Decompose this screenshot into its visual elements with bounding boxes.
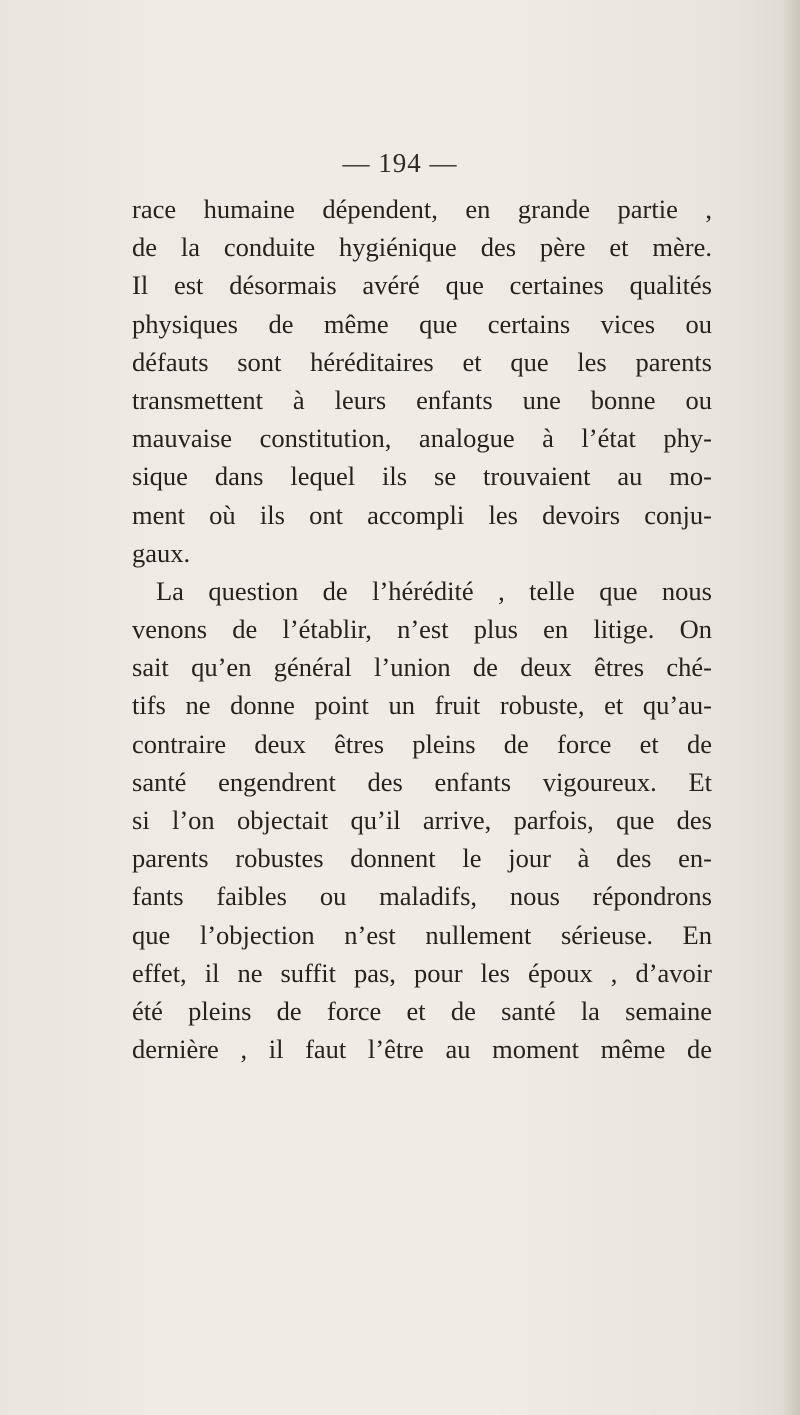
text-line: race humaine dépendent, en grande partie ,	[132, 194, 712, 224]
paragraph-2	[132, 572, 712, 1068]
text-line: venons de l’établir, n’est plus en litige. On	[132, 614, 712, 645]
text-line: été pleins de force et de santé la semaine	[132, 995, 712, 1026]
text-line: que l’objection n’est nullement sérieuse. En	[132, 919, 712, 950]
text-line: de la conduite hygiénique des père et mère.	[132, 232, 712, 263]
text-line: fants faibles ou maladifs, nous répondrons	[132, 881, 712, 912]
text-line: tifs ne donne point un fruit robuste, et qu’au-	[132, 690, 712, 721]
body-text	[132, 190, 712, 1068]
text-line: parents robustes donnent le jour à des en-	[132, 843, 712, 874]
text-line: mauvaise constitution, analogue à l’état phy-	[132, 423, 712, 454]
text-line: gaux.	[132, 537, 191, 568]
text-line: contraire deux êtres pleins de force et de	[132, 728, 712, 759]
text-line: Il est désormais avéré que certaines qualités	[132, 270, 712, 301]
text-line: défauts sont héréditaires et que les parents	[132, 346, 712, 377]
text-line: La question de l’hérédité , telle que nous	[156, 575, 712, 606]
text-line: sique dans lequel ils se trouvaient au mo-	[132, 461, 712, 492]
text-line: effet, il ne suffit pas, pour les époux , d’avoir	[132, 957, 712, 988]
text-line: physiques de même que certains vices ou	[132, 308, 712, 339]
text-line: sait qu’en général l’union de deux êtres ché-	[132, 652, 712, 683]
paragraph-1	[132, 190, 712, 572]
text-line: santé engendrent des enfants vigoureux. Et	[132, 766, 712, 797]
text-line: si l’on objectait qu’il arrive, parfois, que des	[132, 805, 712, 835]
text-line: ment où ils ont accompli les devoirs conju-	[132, 499, 712, 530]
text-line: dernière , il faut l’être au moment même de	[132, 1034, 712, 1065]
text-line: transmettent à leurs enfants une bonne ou	[132, 384, 712, 415]
page-edge-shadow	[782, 0, 800, 1415]
page-number: — 194 —	[342, 148, 458, 178]
